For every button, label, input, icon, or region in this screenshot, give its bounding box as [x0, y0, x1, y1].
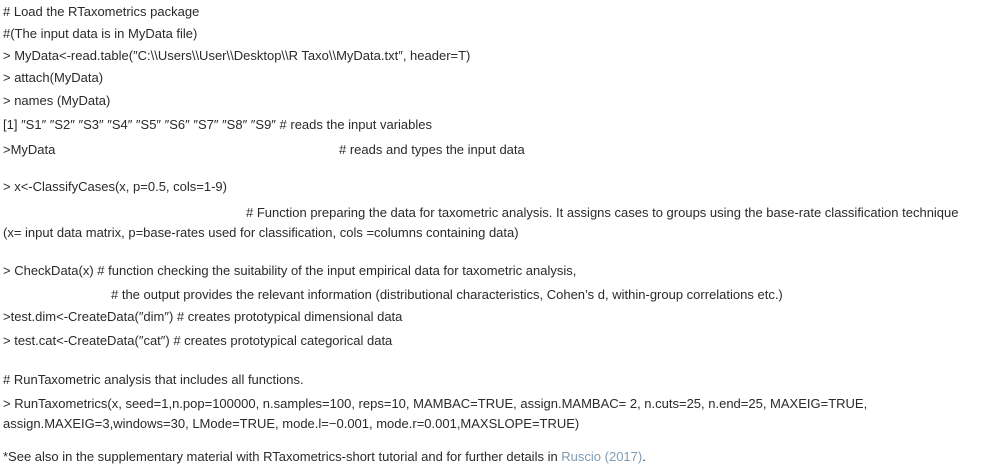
code-output-variables: [1] ″S1″ ″S2″ ″S3″ ″S4″ ″S5″ ″S6″ ″S7″ ″S8″ ″S9″ # reads the input variables: [3, 117, 432, 132]
code-check-data: > CheckData(x) # function checking the suitability of the input empirical data for taxometric analysis,: [3, 263, 577, 278]
footnote-reference-link[interactable]: Ruscio (2017): [561, 449, 643, 464]
code-comment-reads-types: # reads and types the input data: [339, 142, 525, 157]
code-mydata: >MyData: [3, 142, 56, 157]
code-read-table: > MyData<-read.table(″C:\\Users\\User\\Desktop\\R Taxo\\MyData.txt″, header=T): [3, 48, 471, 63]
footnote-text: *See also in the supplementary material with RTaxometrics-short tutorial and for further details in: [3, 449, 562, 464]
code-comment-function-preparing: # Function preparing the data for taxometric analysis. It assigns cases to groups using the base-rate classification technique: [246, 205, 959, 220]
code-comment-params: (x= input data matrix, p=base-rates used for classification, cols =columns containing data): [3, 225, 519, 240]
code-comment-input-data: #(The input data is in MyData file): [3, 26, 198, 41]
code-comment-output-info: # the output provides the relevant information (distributional characteristics, Cohen’s d, within-group correlations etc.): [111, 287, 783, 302]
code-classify-cases: > x<-ClassifyCases(x, p=0.5, cols=1-9): [3, 179, 227, 194]
code-comment-load-package: # Load the RTaxometrics package: [3, 4, 200, 19]
footnote-end: .: [642, 449, 646, 464]
code-comment-run-taxometric: # RunTaxometric analysis that includes all functions.: [3, 372, 304, 387]
code-attach: > attach(MyData): [3, 70, 104, 85]
code-create-dim: >test.dim<-CreateData(″dim″) # creates prototypical dimensional data: [3, 309, 403, 324]
code-names: > names (MyData): [3, 93, 111, 108]
footnote: [3, 449, 646, 465]
code-run-taxometrics: > RunTaxometrics(x, seed=1,n.pop=100000, n.samples=100, reps=10, MAMBAC=TRUE, assign.MAMBAC= 2, n.cuts=25, n.end=25, MAXEIG=TRUE,: [3, 396, 868, 411]
code-run-taxometrics-cont: assign.MAXEIG=3,windows=30, LMode=TRUE, mode.l=−0.001, mode.r=0.001,MAXSLOPE=TRUE): [3, 416, 580, 431]
code-create-cat: > test.cat<-CreateData(″cat″) # creates prototypical categorical data: [3, 333, 393, 348]
